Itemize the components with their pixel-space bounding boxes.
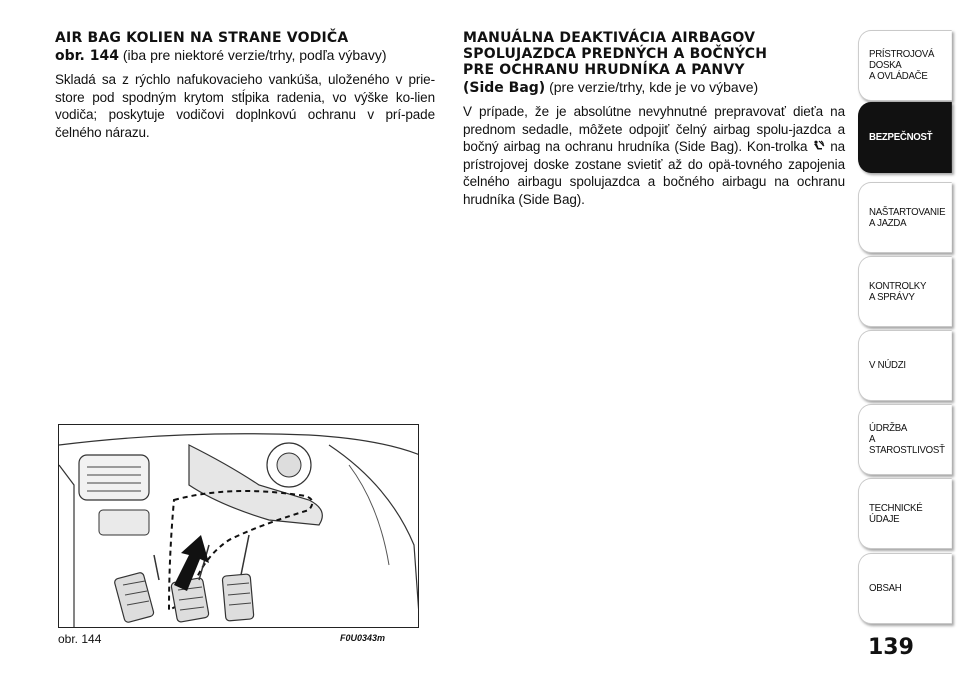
section-subheading — [463, 78, 845, 97]
tab-label: V NÚDZI — [869, 359, 906, 371]
left-column — [55, 30, 435, 141]
right-column — [463, 30, 845, 208]
figure-code: F0U0343m — [340, 633, 386, 643]
tab-technicke-udaje[interactable] — [858, 478, 952, 549]
tab-label: PRÍSTROJOVÁ DOSKA A OVLÁDAČE — [869, 48, 935, 82]
tab-label: OBSAH — [869, 582, 902, 594]
tab-label: BEZPEČNOSŤ — [869, 131, 933, 143]
knee-airbag-description: Skladá sa z rýchlo nafukovacieho vankúša, uloženého v prie-store pod spodným krytom stĺpika radenia, vo výške ko-lien vodiča; poskytuje vodičovi doplnkovú ochranu v prí-pade čelného nárazu. — [55, 72, 435, 140]
tab-label: KONTROLKY A SPRÁVY — [869, 279, 927, 303]
airbag-off-icon — [812, 140, 825, 152]
section-heading-knee-airbag: AIR BAG KOLIEN NA STRANE VODIČA — [55, 30, 349, 46]
tab-kontrolky[interactable] — [858, 256, 952, 327]
description-part-2: na prístrojovej doske zostane svietiť až do opä-tovného zapojenia čelného airbagu spolujazdca a bočného airbagu na ochranu hrudníka (Side Bag). — [463, 139, 846, 207]
tab-obsah[interactable] — [858, 553, 952, 624]
knee-airbag-drawing — [59, 425, 419, 628]
figure-caption: obr. 144 — [58, 632, 102, 646]
availability-note: (pre verzie/trhy, kde je vo výbave) — [545, 79, 759, 95]
tab-v-nudzi[interactable] — [858, 330, 952, 401]
tab-udrzba[interactable] — [858, 404, 952, 475]
deactivation-description — [463, 103, 845, 208]
page-number: 139 — [868, 635, 914, 660]
figure-knee-airbag-illustration — [58, 424, 419, 628]
availability-note: (iba pre niektoré verzie/trhy, podľa výbavy) — [118, 47, 387, 63]
figure-reference[interactable]: obr. 144 — [55, 48, 119, 64]
section-subheading — [55, 46, 435, 65]
heading-line: SPOLUJAZDCA PREDNÝCH A BOČNÝCH — [463, 46, 768, 62]
side-bag-label: (Side Bag) — [463, 80, 546, 96]
tab-label: TECHNICKÉ ÚDAJE — [869, 501, 923, 525]
tab-nastartovanie[interactable] — [858, 182, 952, 253]
tab-label: ÚDRŽBA A STAROSTLIVOSŤ — [869, 422, 945, 456]
tab-label: NAŠTARTOVANIE A JAZDA — [869, 205, 946, 229]
chapter-tabs — [858, 0, 960, 635]
heading-line: MANUÁLNA DEAKTIVÁCIA AIRBAGOV — [463, 30, 756, 46]
tab-pristrojova-doska[interactable] — [858, 30, 952, 101]
heading-line: PRE OCHRANU HRUDNÍKA A PANVY — [463, 62, 745, 78]
section-heading-deactivation — [463, 30, 845, 78]
description-part-1: V prípade, že je absolútne nevyhnutné prepravovať dieťa na prednom sedadle, môžete odpojiť čelný airbag spolu-jazdca a bočný airbag na ochranu hrudníka (Side Bag). Kon-trolka — [463, 104, 845, 154]
tab-bezpecnost[interactable] — [858, 102, 952, 173]
